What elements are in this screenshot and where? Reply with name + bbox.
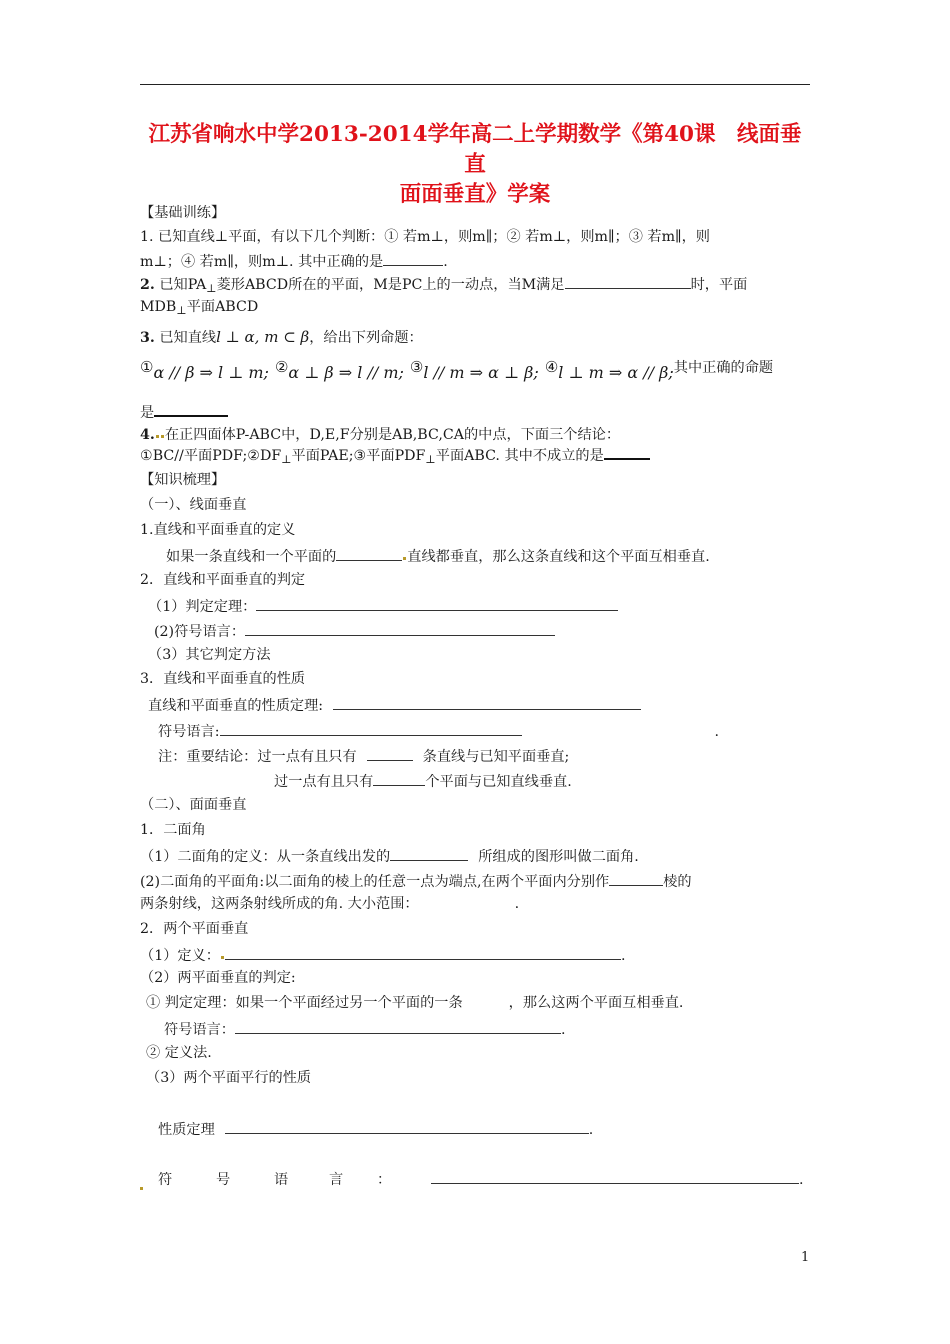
part1-s3: 3．直线和平面垂直的性质 (140, 671, 306, 687)
header-rule (140, 84, 810, 85)
q3-text-a: 已知直线 (159, 330, 217, 346)
q2-line2-a: MDB (140, 299, 177, 315)
q4-number: 4. (140, 427, 155, 443)
text: （1）二面角的定义：从一条直线出发的 (140, 849, 391, 865)
text: . (514, 896, 520, 912)
char: 言 (329, 1172, 344, 1188)
q3-line-1 (140, 327, 423, 348)
part2-s2-2: （2）两平面垂直的判定: (140, 970, 296, 986)
perp-symbol: ⊥ (206, 282, 217, 295)
blank (220, 720, 522, 736)
q3-p4: l ⊥ m ⇒ α // β; (558, 363, 674, 382)
text: 直线都垂直，那么这条直线和这个平面互相垂直. (407, 549, 710, 565)
char: ： (377, 1172, 392, 1188)
q3-p1: α // β ⇒ l ⊥ m; (153, 363, 269, 382)
part1-s3-1 (148, 694, 641, 716)
text: . (588, 1122, 594, 1138)
text: 条直线与已知平面垂直; (422, 749, 570, 765)
q4-line2-b: 平面PAE;③平面PDF (291, 448, 426, 464)
text: ① 判定定理：如果一个平面经过另一个平面的一条 (146, 995, 463, 1011)
q1-line-2 (140, 250, 448, 272)
q4-blank (604, 443, 650, 460)
part1-s2-3: （3）其它判定方法 (148, 647, 271, 663)
q4-text: 在正四面体P-ABC中，D,E,F分别是AB,BC,CA的中点，下面三个结论： (164, 427, 621, 443)
text: (2)符号语言： (154, 624, 246, 640)
q4-line2-a: ①BC//平面PDF;②DF (140, 448, 282, 464)
blank (333, 694, 641, 710)
q2-text-b: 菱形ABCD所在的平面，M是PC上的一动点，当M满足 (216, 277, 565, 293)
blank (245, 620, 555, 636)
part2-s2-2-1 (146, 993, 683, 1013)
part2-s2-3: （3）两个平面平行的性质 (146, 1070, 312, 1086)
part1-s2-1 (148, 595, 618, 617)
blank (609, 870, 663, 886)
blank (336, 545, 402, 561)
q4-line-1 (140, 425, 620, 445)
text: 如果一条直线和一个平面的 (166, 549, 337, 565)
blank (225, 1118, 589, 1134)
text: 符号语言: (158, 724, 220, 740)
mark-dot (403, 557, 406, 560)
part2-s2-2-2: ② 定义法. (146, 1045, 212, 1061)
perp-symbol: ⊥ (281, 453, 292, 466)
part1-heading: （一）、线面垂直 (140, 497, 247, 513)
blank (225, 944, 621, 960)
q1-blank (383, 250, 443, 266)
part2-s1-2 (140, 870, 692, 892)
part1-note-2 (274, 770, 572, 792)
part2-s1-1 (140, 845, 639, 867)
part2-s2: 2．两个平面垂直 (140, 921, 249, 937)
q3-c3: ③ (409, 358, 424, 376)
text: . (714, 724, 720, 740)
text: 两条射线，这两条射线所成的角. 大小范围： (140, 896, 419, 912)
mark-dot (156, 435, 159, 438)
q3-expression: l ⊥ α, m ⊂ β (216, 328, 310, 346)
text: 棱的 (663, 874, 692, 890)
q4-line2-c: 平面ABC. 其中不成立的是 (435, 448, 604, 464)
part1-note-1 (158, 745, 569, 767)
q3-text-b: ，给出下列命题： (309, 330, 423, 346)
q3-line-3 (140, 400, 228, 423)
text: 符号语言： (164, 1022, 235, 1038)
q1-end: . (443, 254, 448, 270)
part2-s1-2-line2 (140, 894, 519, 914)
part1-s1-text (166, 545, 710, 567)
text: 所组成的图形叫做二面角. (478, 849, 639, 865)
title-line-1: 江苏省响水中学2013-2014学年高二上学期数学《第40课 线面垂直 (148, 122, 802, 177)
mark-dot (140, 1187, 143, 1190)
q2-line-2 (140, 297, 258, 321)
blank (431, 1168, 799, 1184)
text: （1）判定定理： (148, 599, 257, 615)
title-line-2: 面面垂直》学案 (399, 182, 551, 207)
part1-s1: 1.直线和平面垂直的定义 (140, 522, 296, 538)
part1-s2-2 (154, 620, 555, 642)
q3-p3: l // m ⇒ α ⊥ β; (423, 363, 539, 382)
section-basic-heading: 【基础训练】 (140, 205, 226, 221)
text: 性质定理 (158, 1122, 215, 1138)
q3-line-2 (140, 354, 773, 387)
perp-symbol: ⊥ (176, 304, 187, 317)
blank (256, 595, 618, 611)
part2-s2-1 (140, 944, 625, 966)
q3-tail: 其中正确的命题 (673, 360, 774, 376)
text: . (560, 1022, 566, 1038)
section-knowledge-heading: 【知识梳理】 (140, 472, 226, 488)
q2-text-c: 时，平面 (690, 277, 748, 293)
text: 注：重要结论：过一点有且只有 (158, 749, 357, 765)
blank (235, 1018, 561, 1034)
q2-line-1 (140, 273, 747, 299)
document-title (140, 120, 810, 210)
mark-dot (221, 956, 224, 959)
q1-line-1: 1. 已知直线⊥平面，有以下几个判断：① 若m⊥，则m∥；② 若m⊥，则m∥；③ 若m∥，则 (140, 229, 710, 245)
part1-s3-2 (158, 720, 719, 742)
blank (390, 845, 468, 861)
part2-s1: 1．二面角 (140, 822, 206, 838)
text: （1）定义： (140, 948, 220, 964)
q1-text: m⊥；④ 若m∥，则m⊥. 其中正确的是 (140, 254, 384, 270)
char: 号 (216, 1172, 231, 1188)
text: ，那么这两个平面互相垂直. (508, 995, 684, 1011)
q2-line2-b: 平面ABCD (186, 299, 259, 315)
q3-number: 3. (140, 330, 155, 346)
text: 个平面与已知直线垂直. (425, 774, 572, 790)
perp-symbol: ⊥ (425, 453, 436, 466)
mark-dot (161, 435, 164, 438)
q2-text-a: 已知PA (159, 277, 207, 293)
q3-c4: ④ (544, 358, 559, 376)
q4-line-2 (140, 443, 650, 470)
part2-symbol-language (158, 1168, 804, 1190)
part1-s2: 2．直线和平面垂直的判定 (140, 572, 306, 588)
q3-c1: ① (140, 358, 154, 376)
q3-line3-text: 是 (140, 405, 155, 421)
text: 直线和平面垂直的性质定理: (148, 698, 324, 714)
char: 符 (158, 1172, 173, 1188)
part2-heading: （二）、面面垂直 (140, 797, 247, 813)
char: 语 (274, 1172, 289, 1188)
part2-s2-2-symbol (164, 1018, 565, 1040)
q3-p2: α ⊥ β ⇒ l // m; (288, 363, 404, 382)
blank (367, 745, 413, 761)
text: 过一点有且只有 (274, 774, 374, 790)
text: (2)二面角的平面角:以二面角的棱上的任意一点为端点,在两个平面内分别作 (140, 874, 610, 890)
q3-c2: ② (274, 358, 289, 376)
page-number: 1 (801, 1250, 810, 1265)
text: . (799, 1172, 804, 1188)
q2-blank (565, 273, 691, 289)
q2-number: 2. (140, 277, 155, 293)
blank (373, 770, 425, 786)
q3-blank (154, 400, 228, 417)
text: . (620, 948, 626, 964)
part2-property (158, 1118, 593, 1140)
